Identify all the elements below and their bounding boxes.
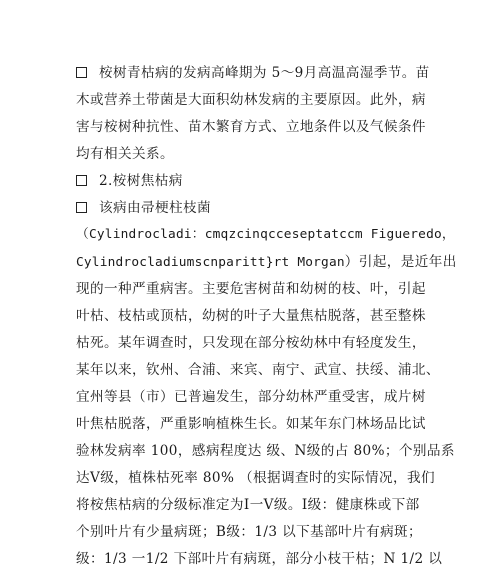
pathogen-line xyxy=(76,253,457,272)
paragraph-line: 木或营养土带菌是大面积幼林发病的主要原因。此外，病 xyxy=(76,92,426,108)
pathogen-line: （Cylindrocladi：cmqzcinqcceseptatccm Figueredo， xyxy=(76,227,455,242)
heading-text: 2.桉树焦枯病 xyxy=(99,173,183,189)
paragraph-line: 害与桉树种抗性、苗木繁育方式、立地条件以及气候条件 xyxy=(76,119,426,135)
paragraph-line xyxy=(76,64,430,82)
checkbox-icon xyxy=(76,175,87,186)
text: 该病由帚梗柱枝菌 xyxy=(99,200,211,216)
paragraph-line: 某年以来，钦州、合浦、来宾、南宁、武宣、扶绥、浦北、 xyxy=(76,362,440,378)
paragraph-line: 宜州等县（市）已普遍发生，部分幼林严重受害，成片树 xyxy=(76,389,426,405)
checkbox-icon xyxy=(76,202,87,213)
text: 桉树青枯病的发病高峰期为 5～9月高温高湿季节。苗 xyxy=(99,65,430,81)
paragraph-line: 达Ⅴ级，植株枯死率 80% （根据调查时的实际情况，我们 xyxy=(76,470,435,486)
paragraph-line: 级：1/3 一1/2 下部叶片有病斑，部分小枝干枯；N 1/2 以 xyxy=(76,551,443,567)
section-heading xyxy=(76,172,183,190)
paragraph-line: 叶枯、枝枯或顶枯，幼树的叶子大量焦枯脱落，甚至整株 xyxy=(76,308,426,324)
paragraph-line xyxy=(76,199,211,217)
paragraph-line: 现的一种严重病害。主要危害树苗和幼树的枝、叶，引起 xyxy=(76,281,426,297)
paragraph-line: 将桉焦枯病的分级标准定为Ⅰ一Ⅴ级。Ⅰ级：健康株或下部 xyxy=(76,497,420,513)
text: ）引起，是近年出 xyxy=(344,254,457,270)
paragraph-line: 均有相关关系。 xyxy=(76,146,174,162)
pathogen-name: Cylindrocladiumscnparitt}rt Morgan xyxy=(76,255,345,270)
checkbox-icon xyxy=(76,67,87,78)
paragraph-line: 验林发病率 100，感病程度达 级、N级的占 80%；个别品系 xyxy=(76,443,455,459)
paragraph-line: 枯死。某年调查时，只发现在部分桉幼林中有轻度发生， xyxy=(76,335,426,351)
paragraph-line: 叶焦枯脱落，严重影响植株生长。如某年东门林场品比试 xyxy=(76,416,426,432)
paragraph-line: 个别叶片有少量病斑；B级：1/3 以下基部叶片有病斑； xyxy=(76,524,423,540)
